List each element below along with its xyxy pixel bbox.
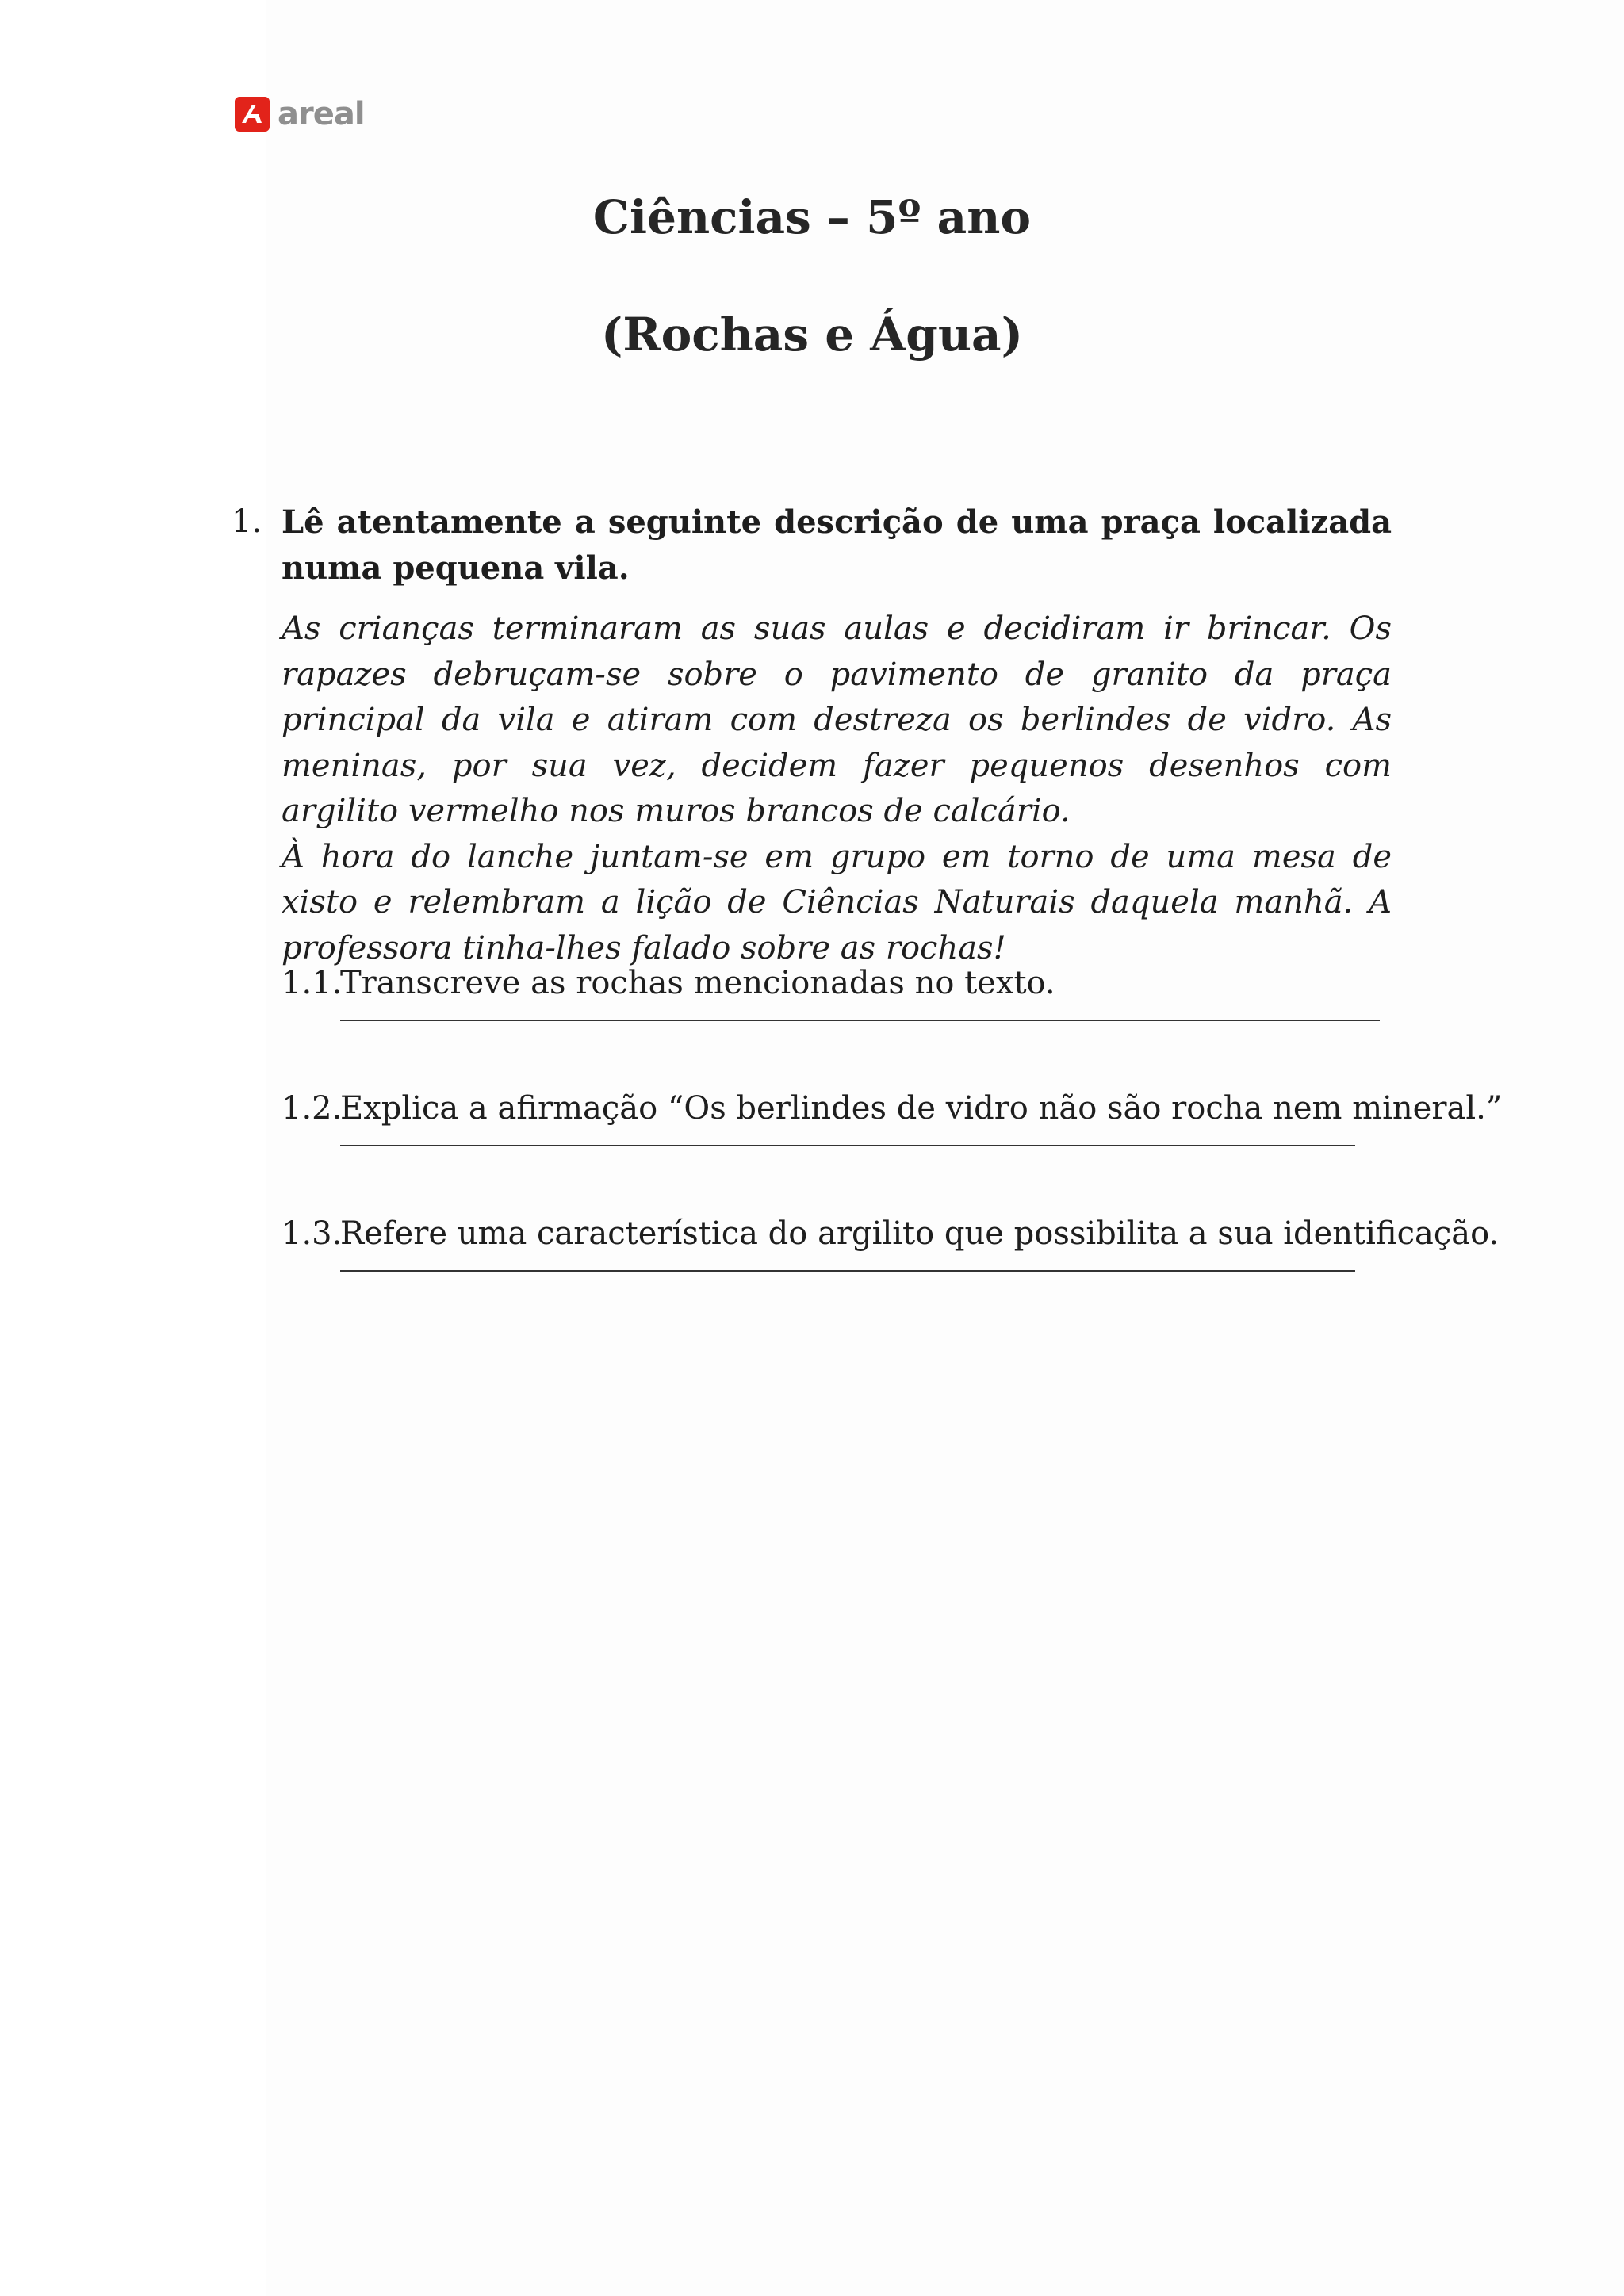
page-title: Ciências – 5º ano (592, 190, 1032, 244)
answer-line[interactable] (340, 1020, 1380, 1021)
subquestion-1-2 (282, 1086, 1503, 1146)
areal-logo-icon (235, 97, 270, 132)
subquestion-text: Transcreve as rochas mencionadas no texto. (340, 965, 1055, 1001)
subquestion-1-1 (282, 961, 1408, 1021)
passage-paragraph: As crianças terminaram as suas aulas e decidiram ir brincar. Os rapazes debruçam-se sobre o pavimento de granito da praça principal da vila e atiram com destreza os berlindes de vidro. As meninas, por sua vez, decidem fazer pequenos desenhos com argilito vermelho nos muros brancos de calcário. (282, 610, 1392, 829)
subquestion-text: Refere uma característica do argilito que possibilita a sua identificação. (340, 1215, 1500, 1252)
subquestion-number: 1.3. (282, 1215, 343, 1252)
areal-logo (235, 97, 365, 132)
reading-passage (282, 607, 1392, 971)
question-prompt: Lê atentamente a seguinte descrição de uma praça localizada numa pequena vila. (282, 503, 1392, 587)
passage-paragraph: À hora do lanche juntam-se em grupo em torno de uma mesa de xisto e relembram a lição de Ciências Naturais daquela manhã. A professora tinha-lhes falado sobre as rochas! (282, 838, 1392, 966)
answer-line[interactable] (340, 1270, 1355, 1272)
subquestion-text: Explica a afirmação “Os berlindes de vidro não são rocha nem mineral.” (340, 1090, 1503, 1127)
subquestion-number: 1.2. (282, 1090, 343, 1127)
answer-line[interactable] (340, 1145, 1355, 1146)
page-subtitle: (Rochas e Água) (600, 308, 1024, 362)
subquestion-1-3 (282, 1211, 1500, 1272)
logo-wordmark: areal (278, 96, 365, 132)
question-number: 1. (232, 503, 262, 540)
subquestion-number: 1.1. (282, 965, 343, 1001)
